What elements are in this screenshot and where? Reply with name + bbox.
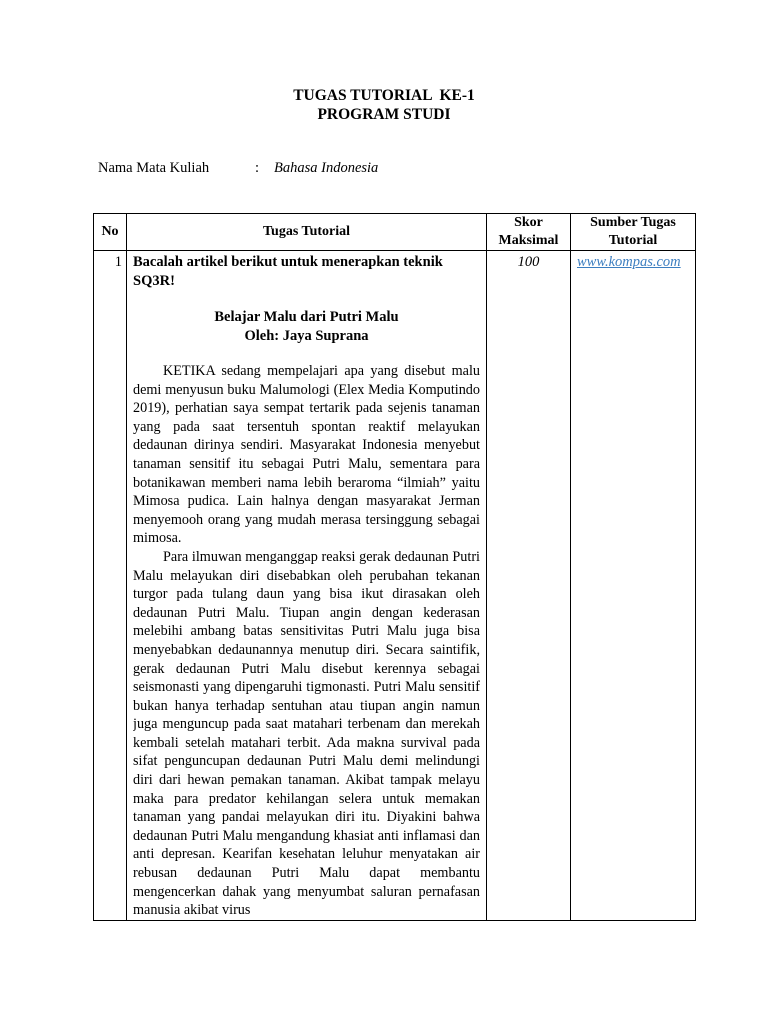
article-author: Oleh: Jaya Suprana <box>244 327 369 344</box>
header-source-line-1: Sumber Tugas <box>590 215 676 230</box>
source-cell <box>571 251 696 921</box>
title-line-2: PROGRAM STUDI <box>317 106 451 123</box>
header-source-line-2: Tutorial <box>608 233 658 248</box>
title-line-1: TUGAS TUTORIAL KE-1 <box>293 87 475 104</box>
header-score <box>487 214 571 251</box>
task-table <box>93 213 696 921</box>
course-colon: : <box>255 160 260 176</box>
header-no: No <box>94 214 127 251</box>
course-info <box>98 159 379 177</box>
task-instruction: Bacalah artikel berikut untuk menerapkan teknik SQ3R! <box>133 254 443 289</box>
header-task: Tugas Tutorial <box>127 214 487 251</box>
article-paragraph-2: Para ilmuwan menganggap reaksi gerak dedaunan Putri Malu melayukan diri disebabkan oleh perubahan tekanan turgor pada tulang daun yang bisa ikut dirasakan oleh dedaunan Putri Malu. Tiupan angin dengan kederasan melebihi ambang batas sensitivitas Putri Malu juga bisa menyebabkan dedaunannya menutup diri. Secara saintifik, gerak dedaunan Putri Malu disebut kerennya sebagai seismonasti yang dipengaruhi tigmonasti. Putri Malu sensitif bukan hanya terhadap sentuhan atau tiupan angin namun juga menguncup pada saat matahari terbenam dan merekah kembali setelah matahari terbit. Ada makna survival pada sifat penguncupan dedaunan Putri Malu demi melindungi diri dari hewan pemakan tanaman. Akibat tampak melayu maka para predator kehilangan selera untuk memakan tanaman yang pandai melayukan diri itu. Diyakini bahwa dedaunan Putri Malu mengandung khasiat anti inflamasi dan anti depresan. Kearifan kesehatan leluhur menyatakan air rebusan dedaunan Putri Malu dapat membantu mengencerkan dahak yang menyumbat saluran pernafasan manusia akibat virus <box>133 548 480 919</box>
table-header-row <box>94 214 696 251</box>
course-value: Bahasa Indonesia <box>274 160 379 176</box>
header-score-line-2: Maksimal <box>498 233 559 248</box>
course-label: Nama Mata Kuliah <box>98 160 210 176</box>
row-number: 1 <box>94 251 127 921</box>
task-cell <box>127 251 487 921</box>
source-link[interactable]: www.kompas.com <box>577 254 681 270</box>
score-value: 100 <box>487 251 571 921</box>
document-title <box>0 86 768 124</box>
table-row <box>94 251 696 921</box>
article-paragraph-1: KETIKA sedang mempelajari apa yang disebut malu demi menyusun buku Malumologi (Elex Media Komputindo 2019), perhatian saya sempat tertarik pada sejenis tanaman yang pada saat tersentuh spontan reaktif melayukan dedaunan dirinya sendiri. Masyarakat Indonesia menyebut tanaman sensitif itu sebagai Putri Malu, sementara para botanikawan memberi nama lebih beraroma “ilmiah” yaitu Mimosa pudica. Lain halnya dengan masyarakat Jerman menyemooh orang yang mudah merasa tersinggung sebagai mimosa. <box>133 363 480 547</box>
header-source <box>571 214 696 251</box>
article-title: Belajar Malu dari Putri Malu <box>214 309 399 325</box>
header-score-line-1: Skor <box>514 215 543 230</box>
